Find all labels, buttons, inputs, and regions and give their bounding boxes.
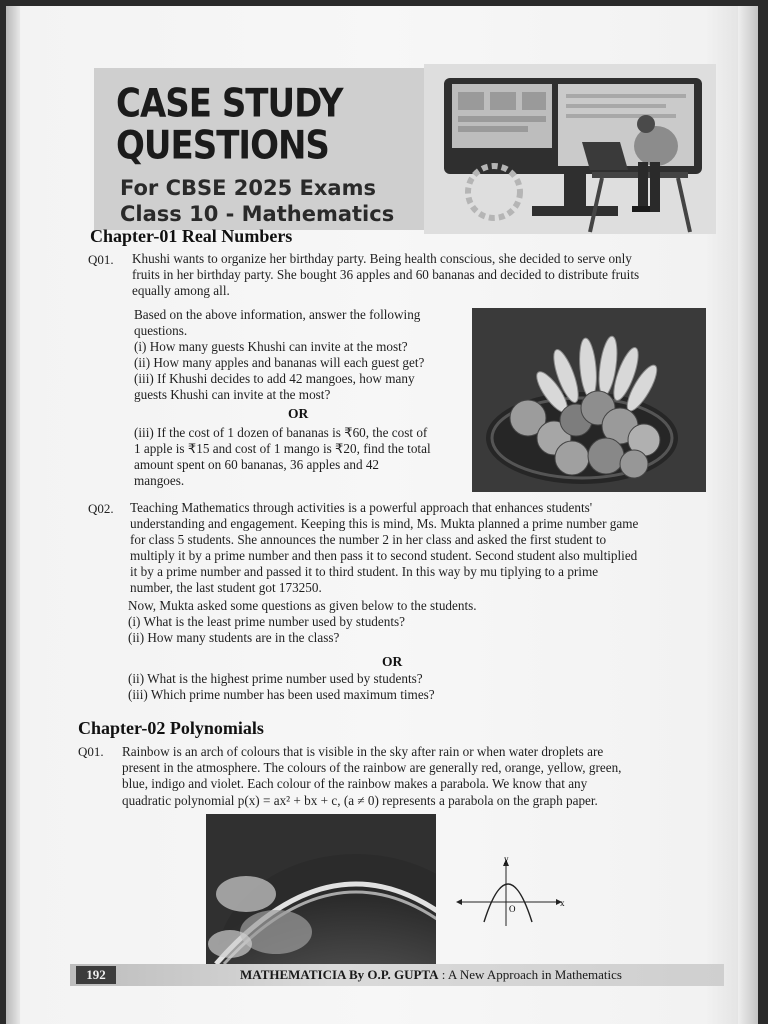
parabola-graph <box>456 854 566 930</box>
ch2-q1-line: blue, indigo and violet. Each colour of the rainbow makes a parabola. We know that any <box>122 776 588 791</box>
ch1-q1-line: (iii) If Khushi decides to add 42 mangoes, how many <box>134 371 415 386</box>
page-number: 192 <box>76 966 116 984</box>
banner-title-panel <box>94 68 432 230</box>
ch1-q2-line: for class 5 students. She announces the number 2 in her class and asked the first student to <box>130 532 607 547</box>
banner-subtitle-line1: For CBSE 2025 Exams <box>120 176 376 200</box>
ch1-q1-alt-line: 1 apple is ₹15 and cost of 1 mango is ₹20, find the total <box>134 441 431 456</box>
graph-y-label: y <box>504 854 509 864</box>
ch1-q1-line: guests Khushi can invite at the most? <box>134 387 331 402</box>
ch2-q1-line: quadratic polynomial p(x) = ax² + bx + c, (a ≠ 0) represents a parabola on the graph paper. <box>122 793 598 808</box>
page-edge-shadow <box>738 6 758 1024</box>
ch1-q1-or: OR <box>288 406 309 421</box>
ch1-q2-line: Teaching Mathematics through activities is a powerful approach that enhances students' <box>130 500 593 515</box>
chapter1-heading: Chapter-01 Real Numbers <box>90 226 293 246</box>
ch1-q2-line: it by a prime number and passed it to third student. In this way by mu tiplying to a prime <box>130 564 599 579</box>
ch1-q2-alt-line: (iii) Which prime number has been used maximum times? <box>128 687 435 702</box>
banner-title-line2: QUESTIONS <box>116 122 329 169</box>
ch2-q1-number: Q01. <box>78 744 104 759</box>
footer-text <box>240 967 622 983</box>
fruit-bowl-photo <box>472 308 706 492</box>
ch1-q1-line: (ii) How many apples and bananas will each guest get? <box>134 355 425 370</box>
ch2-q1-line: present in the atmosphere. The colours of the rainbow are generally red, orange, yellow, green, <box>122 760 622 775</box>
banner-subtitle-line2: Class 10 - Mathematics <box>120 202 395 226</box>
ch1-q1-number: Q01. <box>88 252 114 267</box>
ch1-q1-alt-line: mangoes. <box>134 473 185 488</box>
ch1-q2-or: OR <box>382 654 403 669</box>
ch1-q1-intro-line: equally among all. <box>132 283 230 298</box>
book-page <box>6 6 758 1024</box>
ch2-q1-line: Rainbow is an arch of colours that is visible in the sky after rain or when water droplets are <box>122 744 604 759</box>
ch1-q1-line: Based on the above information, answer the following <box>134 307 421 322</box>
page-binding-shadow <box>6 6 20 1024</box>
ch1-q1-line: (i) How many guests Khushi can invite at the most? <box>134 339 408 354</box>
chapter2-heading: Chapter-02 Polynomials <box>78 718 264 738</box>
footer-brand: MATHEMATICIA By O.P. GUPTA <box>240 967 439 982</box>
rainbow-earth-photo <box>206 814 436 964</box>
graph-x-label: x <box>560 898 565 908</box>
ch1-q2-alt-line: (ii) What is the highest prime number used by students? <box>128 671 423 686</box>
computer-desk-illustration <box>424 64 716 234</box>
ch1-q2-line: (ii) How many students are in the class? <box>128 630 340 645</box>
banner-title-line1: CASE STUDY <box>116 80 343 127</box>
ch1-q2-line: multiply it by a prime number and then pass it to second student. Second student also multiplied <box>130 548 638 563</box>
ch1-q1-line: questions. <box>134 323 188 338</box>
ch1-q1-alt-line: amount spent on 60 bananas, 36 apples and 42 <box>134 457 380 472</box>
ch1-q2-line: (i) What is the least prime number used by students? <box>128 614 405 629</box>
ch1-q2-line: understanding and engagement. Keeping this is mind, Ms. Mukta planned a prime number game <box>130 516 639 531</box>
header-banner <box>94 64 716 234</box>
ch1-q2-number: Q02. <box>88 501 114 516</box>
ch1-q2-line: number, the last student got 173250. <box>130 580 322 595</box>
ch1-q1-intro-line: fruits in her birthday party. She bought 36 apples and 60 bananas and decided to distribute fruits <box>132 267 640 282</box>
footer-tagline: : A New Approach in Mathematics <box>441 967 622 982</box>
ch1-q1-intro-line: Khushi wants to organize her birthday party. Being health conscious, she decided to serve only <box>132 251 632 266</box>
ch1-q2-line: Now, Mukta asked some questions as given below to the students. <box>128 598 477 613</box>
ch1-q1-alt-line: (iii) If the cost of 1 dozen of bananas is ₹60, the cost of <box>134 425 428 440</box>
graph-origin-label: O <box>509 904 516 914</box>
